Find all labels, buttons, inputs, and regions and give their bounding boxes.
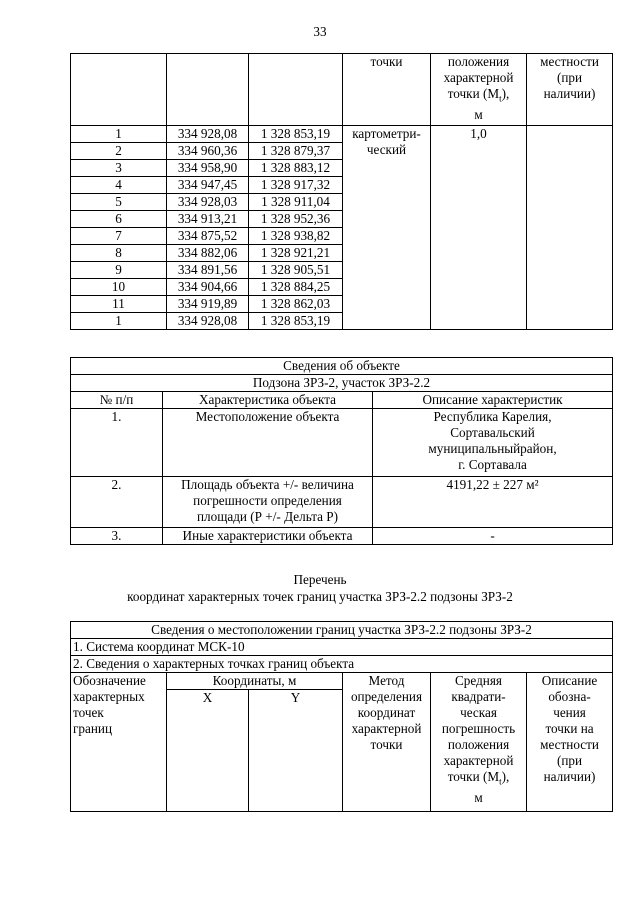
coordinates-table-continued [70, 53, 613, 330]
point-number: 1 [71, 313, 167, 330]
list-heading-line-1: Перечень [293, 572, 347, 587]
col-characteristic-header: Характеристика объекта [163, 392, 373, 409]
row-number: 2. [71, 477, 163, 528]
row-characteristic: Иные характеристики объекта [163, 528, 373, 545]
coord-y: 1 328 879,37 [249, 143, 343, 160]
table-row [71, 409, 613, 477]
row-number: 3. [71, 528, 163, 545]
boundary-table-title: Сведения о местоположении границ участка ЗРЗ-2.2 подзоны ЗРЗ-2 [71, 622, 613, 639]
point-number: 10 [71, 279, 167, 296]
method-header: Метод определения координат характерной точки [343, 673, 431, 812]
accuracy-header: Средняя квадрати- ческая погрешность положения характерной точки $(M_t)$, м [431, 673, 527, 812]
coord-y: 1 328 911,04 [249, 194, 343, 211]
coord-y: 1 328 952,36 [249, 211, 343, 228]
point-number: 9 [71, 262, 167, 279]
x-header: X [167, 690, 249, 812]
point-number: 1 [71, 126, 167, 143]
points-section-title: 2. Сведения о характерных точках границ объекта [71, 656, 613, 673]
coord-x: 334 928,08 [167, 313, 249, 330]
coord-x: 334 875,52 [167, 228, 249, 245]
point-number: 3 [71, 160, 167, 177]
page-number: 33 [313, 24, 327, 39]
point-number: 7 [71, 228, 167, 245]
list-heading-line-2: координат характерных точек границ участка ЗРЗ-2.2 подзоны ЗРЗ-2 [127, 589, 513, 604]
coord-x: 334 928,08 [167, 126, 249, 143]
table-header-row [71, 392, 613, 409]
coord-y: 1 328 853,19 [249, 313, 343, 330]
coord-x: 334 919,89 [167, 296, 249, 313]
coord-x: 334 928,03 [167, 194, 249, 211]
description-header-tail: местности (при наличии) [527, 54, 613, 126]
row-characteristic: Площадь объекта +/- величина погрешности определения площади (Р +/- Дельта Р) [163, 477, 373, 528]
col-description-header: Описание характеристик [373, 392, 613, 409]
method-header-tail: точки [343, 54, 431, 126]
coord-x: 334 947,45 [167, 177, 249, 194]
object-info-table [70, 357, 613, 545]
boundary-points-table [70, 621, 613, 812]
coord-y: 1 328 883,12 [249, 160, 343, 177]
coord-y: 1 328 905,51 [249, 262, 343, 279]
coord-y: 1 328 862,03 [249, 296, 343, 313]
object-info-subtitle: Подзона ЗРЗ-2, участок ЗРЗ-2.2 [71, 375, 613, 392]
coord-x: 334 960,36 [167, 143, 249, 160]
coord-x: 334 891,56 [167, 262, 249, 279]
description-header: Описание обозна- чения точки на местности (при наличии) [527, 673, 613, 812]
description-value [527, 126, 613, 330]
coord-y: 1 328 938,82 [249, 228, 343, 245]
table-row [71, 528, 613, 545]
row-number: 1. [71, 409, 163, 477]
coord-y: 1 328 853,19 [249, 126, 343, 143]
row-description: 4191,22 ± 227 м² [373, 477, 613, 528]
row-description: - [373, 528, 613, 545]
y-header: Y [249, 690, 343, 812]
point-number: 11 [71, 296, 167, 313]
method-value: картометри- ческий [343, 126, 431, 330]
coord-y: 1 328 884,25 [249, 279, 343, 296]
coord-x: 334 904,66 [167, 279, 249, 296]
table-header-row [71, 673, 613, 690]
point-number: 8 [71, 245, 167, 262]
table-row [71, 477, 613, 528]
point-number: 2 [71, 143, 167, 160]
accuracy-value: 1,0 [431, 126, 527, 330]
coord-y: 1 328 921,21 [249, 245, 343, 262]
accuracy-header-tail: положения характерной точки $(M_t)$, м [431, 54, 527, 126]
coord-x: 334 958,90 [167, 160, 249, 177]
designation-header: Обозначение характерных точек границ [71, 673, 167, 812]
point-number: 6 [71, 211, 167, 228]
point-number: 5 [71, 194, 167, 211]
point-number: 4 [71, 177, 167, 194]
row-description: Республика Карелия, Сортавальский муниципальныйрайон, г. Сортавала [373, 409, 613, 477]
coordinate-system: 1. Система координат МСК-10 [71, 639, 613, 656]
coord-y: 1 328 917,32 [249, 177, 343, 194]
coord-x: 334 882,06 [167, 245, 249, 262]
col-number-header: № п/п [71, 392, 163, 409]
coord-x: 334 913,21 [167, 211, 249, 228]
object-info-title: Сведения об объекте [71, 358, 613, 375]
table-row [71, 126, 613, 143]
row-characteristic: Местоположение объекта [163, 409, 373, 477]
coordinates-header: Координаты, м [167, 673, 343, 690]
table-header-row [71, 54, 613, 126]
